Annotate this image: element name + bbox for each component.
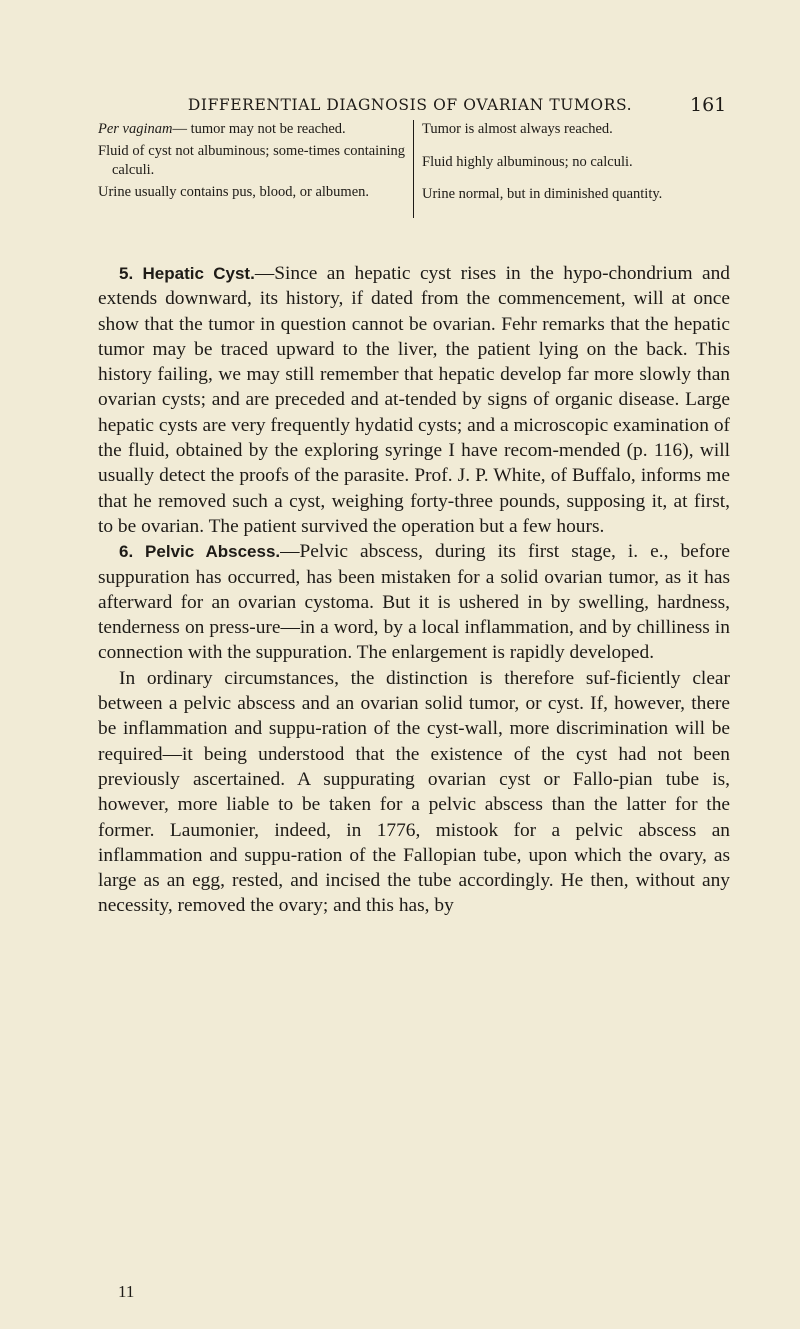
paragraph-distinction [98,666,730,919]
entry-text: Tumor is almost always reached. [422,121,613,137]
paragraph-text: In ordinary circumstances, the distinction is therefore suf-ficiently clear between a pelvic abscess and an ovarian solid tumor, or cyst. If, however, there be inflammation and suppu-ration of the cyst-wall, more discrimination will be required—it being understood that the existence of the cyst had not been previously ascertained. A suppurating ovarian cyst or Fallo-pian tube is, however, more liable to be taken for a pelvic abscess than the latter for the former. Laumonier, indeed, in 1776, mistook for a pelvic abscess an inflammation and suppu-ration of the Fallopian tube, upon which the ovary, as large as an egg, rested, and incised the tube accordingly. He then, without any necessity, removed the ovary; and this has, by [98,667,730,917]
section-heading: 6. Pelvic Abscess. [119,542,281,562]
table-column-ovarian [98,120,414,218]
signature-mark: 11 [118,1282,135,1301]
paragraph-text: —Pelvic abscess, during its first stage, i. e., before suppuration has occurred, has been mistaken for a solid ovarian tumor, as it has afterward for an ovarian cystoma. But it is ushered in by swelling, hardness, tenderness on press-ure—in a word, by a local inflammation, and by chilliness in connection with the suppuration. The enlargement is rapidly developed. [98,541,730,664]
entry-text: Urine usually contains pus, blood, or albumen. [98,183,370,200]
entry-text: — tumor may not be reached. [172,121,346,137]
paragraph-pelvic-abscess [98,539,730,665]
table-row [98,183,405,203]
page-number: 161 [690,94,727,116]
table-row [98,120,405,140]
table-column-other [414,120,730,218]
section-heading: 5. Hepatic Cyst. [119,264,255,283]
entry-text: Fluid highly albuminous; no calculi. [422,153,633,170]
entry-text: Urine normal, but in diminished quantity. [422,186,663,203]
paragraph-text: —Since an hepatic cyst rises in the hypo-chondrium and extends downward, its history, if dated from the commencement, will at once show that the tumor in question cannot be ovarian. Fehr remarks that the hepatic tumor may be traced upward to the liver, the patient lying on the back. This history failing, we may still remember that hepatic develop far more slowly than ovarian cysts; and are preceded and at-tended by signs of organic disease. Large hepatic cysts are very frequently hydatid cysts; and a microscopic examination of the fluid, obtained by the exploring syringe I have recom-mended (p. 116), will usually detect the proofs of the parasite. Prof. J. P. White, of Buffalo, informs me that he removed such a cyst, weighing forty-three pounds, supposing it, at first, to be ovarian. The patient survived the operation but a few hours. [98,263,730,537]
body-text [98,261,730,919]
table-row [422,153,730,173]
entry-lead: Per vaginam [98,121,173,137]
entry-text: Fluid of cyst not albuminous; some-times containing calculi. [98,142,405,179]
table-row [98,142,405,181]
running-head: DIFFERENTIAL DIAGNOSIS OF OVARIAN TUMORS. [187,96,633,114]
table-row [422,185,730,205]
paragraph-hepatic-cyst [98,261,730,539]
comparison-table [98,120,730,218]
table-row [422,120,730,140]
